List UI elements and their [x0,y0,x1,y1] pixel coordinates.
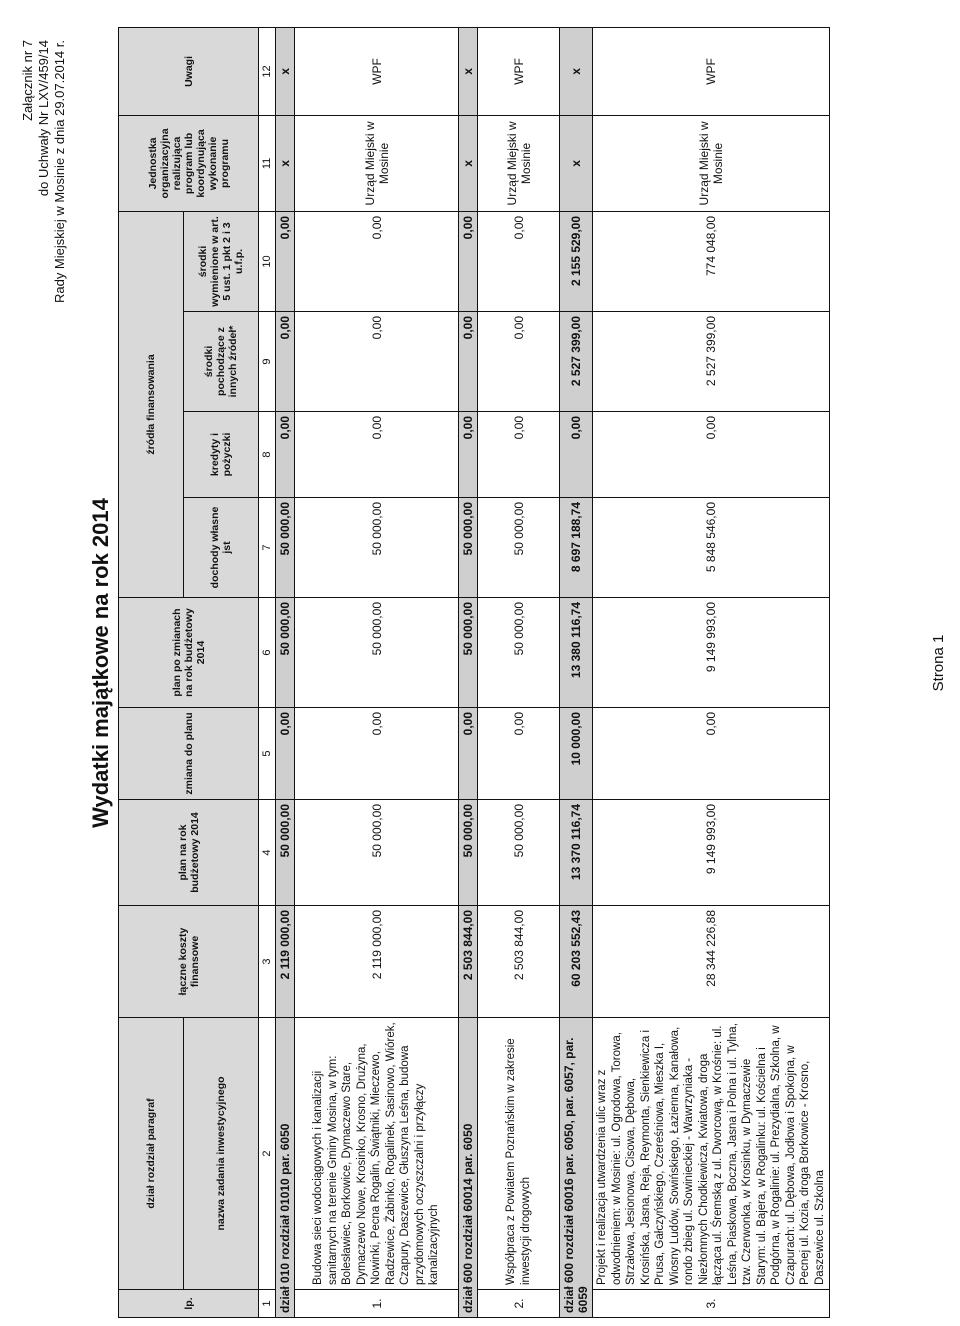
cell-uwagi: WPF [593,27,830,115]
cell-plan: 50 000,00 [459,800,478,906]
cell-jednostka: Urząd Miejski w Mosinie [593,115,830,211]
cell-laczne: 2 503 844,00 [459,906,478,1018]
col-jednostka: Jednostka organizacyjna realizująca program lub koordynująca wykonanie programu [119,115,259,211]
cell-kredyty: 0,00 [560,412,593,498]
cell-plan-po: 50 000,00 [295,598,459,708]
cell-zmiana: 0,00 [593,708,830,800]
cell-uwagi: WPF [295,27,459,115]
col-number: 7 [259,498,276,598]
cell-lp: 1. [295,1290,459,1318]
col-plan-po: plan po zmianach na rok budżetowy 2014 [119,598,259,708]
cell-srodki-art: 774 048,00 [593,211,830,311]
cell-laczne: 2 503 844,00 [478,906,560,1018]
col-number: 3 [259,906,276,1018]
cell-zmiana: 0,00 [459,708,478,800]
col-number: 8 [259,412,276,498]
cell-zmiana: 10 000,00 [560,708,593,800]
col-zrodla: źródła finansowania [119,211,184,597]
cell-uwagi: x [560,27,593,115]
section-row [276,27,295,1317]
col-number: 11 [259,115,276,211]
cell-jednostka: Urząd Miejski w Mosinie [478,115,560,211]
cell-srodki-inne: 0,00 [459,312,478,412]
header-line-3: Rady Miejskiej w Mosinie z dnia 29.07.2014 r. [52,40,67,304]
cell-srodki-art: 0,00 [295,211,459,311]
col-kredyty: kredyty i pożyczki [184,412,259,498]
col-number: 10 [259,211,276,311]
cell-plan-po: 50 000,00 [276,598,295,708]
col-number: 2 [259,1018,276,1290]
col-number: 1 [259,1290,276,1318]
col-lp: lp. [119,1290,259,1318]
cell-kredyty: 0,00 [478,412,560,498]
cell-laczne: 60 203 552,43 [560,906,593,1018]
cell-srodki-inne: 0,00 [276,312,295,412]
cell-description: Budowa sieci wodociągowych i kanalizacji sanitarnych na terenie Gminy Mosina, w tym: Bolesławiec, Borkowice, Dymaczewo Stare, Dymaczewo Nowe, Krosinko, Krosno, Drużyna, Nowinki, Pecna Rogalin, Świątniki, Mieczewo, Radzewice, Żabinko, Rogalinek, Sasinowo, Wiórek, Czapury, Daszewice, Głuszyna Leśna, budowa przydomowych oczyszczalni i przyłączy kanalizacyjnych [295,1018,459,1290]
cell-zmiana: 0,00 [295,708,459,800]
cell-uwagi: x [276,27,295,115]
document-title: Wydatki majątkowe na rok 2014 [88,498,113,828]
cell-laczne: 28 344 226,88 [593,906,830,1018]
section-label: dział 600 rozdział 60014 par. 6050 [459,1018,478,1318]
header-line-2: do Uchwały Nr LXV/459/14 [36,40,51,197]
section-row [560,27,593,1317]
column-number-row [259,27,276,1317]
cell-uwagi: x [459,27,478,115]
header-line-1: Załącznik nr 7 [20,40,35,121]
section-label: dział 010 rozdział 01010 par. 6050 [276,1018,295,1318]
col-number: 9 [259,312,276,412]
cell-kredyty: 0,00 [276,412,295,498]
col-srodki-inne: środki pochodzące z innych źródeł* [184,312,259,412]
cell-kredyty: 0,00 [459,412,478,498]
col-laczne: łączne koszty finansowe [119,906,259,1018]
cell-srodki-art: 2 155 529,00 [560,211,593,311]
col-zmiana: zmiana do planu [119,708,259,800]
cell-plan-po: 9 149 993,00 [593,598,830,708]
col-uwagi: Uwagi [119,27,259,115]
cell-plan: 13 370 116,74 [560,800,593,906]
cell-zmiana: 0,00 [276,708,295,800]
cell-plan: 50 000,00 [276,800,295,906]
cell-plan: 50 000,00 [478,800,560,906]
cell-srodki-inne: 2 527 399,00 [593,312,830,412]
cell-uwagi: WPF [478,27,560,115]
col-number: 4 [259,800,276,906]
col-dzial: dział rozdział paragraf [119,1018,184,1290]
cell-lp: 2. [478,1290,560,1318]
cell-plan: 9 149 993,00 [593,800,830,906]
item-row [593,27,830,1317]
cell-laczne: 2 119 000,00 [276,906,295,1018]
cell-laczne: 2 119 000,00 [295,906,459,1018]
cell-plan-po: 13 380 116,74 [560,598,593,708]
cell-kredyty: 0,00 [295,412,459,498]
cell-jednostka: x [560,115,593,211]
col-plan: plan na rok budżetowy 2014 [119,800,259,906]
cell-srodki-inne: 2 527 399,00 [560,312,593,412]
cell-jednostka: Urząd Miejski w Mosinie [295,115,459,211]
page-footer: Strona 1 [930,634,947,692]
col-number: 12 [259,27,276,115]
header-row-1 [119,27,184,1317]
section-row [459,27,478,1317]
attachment-header [20,40,68,303]
cell-dochody: 5 848 546,00 [593,498,830,598]
col-srodki-art: środki wymienione w art. 5 ust. 1 pkt 2 i 3 u.f.p. [184,211,259,311]
cell-kredyty: 0,00 [593,412,830,498]
cell-plan-po: 50 000,00 [459,598,478,708]
cell-srodki-art: 0,00 [276,211,295,311]
cell-dochody: 50 000,00 [295,498,459,598]
cell-jednostka: x [276,115,295,211]
cell-description: Współpraca z Powiatem Poznańskim w zakresie inwestycji drogowych [478,1018,560,1290]
cell-srodki-art: 0,00 [459,211,478,311]
col-number: 6 [259,598,276,708]
cell-dochody: 8 697 188,74 [560,498,593,598]
cell-zmiana: 0,00 [478,708,560,800]
col-nazwa: nazwa zadania inwestycyjnego [184,1018,259,1290]
cell-srodki-inne: 0,00 [478,312,560,412]
cell-srodki-art: 0,00 [478,211,560,311]
item-row [478,27,560,1317]
cell-plan: 50 000,00 [295,800,459,906]
cell-dochody: 50 000,00 [459,498,478,598]
cell-description: Projekt i realizacja utwardzenia ulic wraz z odwodnieniem: w Mosinie: ul. Ogrodowa, Torowa, Strzałowa, Jesionowa, Cisowa, Dębowa, Krosińska, Jasna, Reja, Reymonta, Sienkiewicza i Prusa, Gałczyńskiego, Czereśniowa, Mieszka I, Wiosny Ludów, Sowińskiego, Łazienna, Kanałowa, rondo zbieg ul. Sowinieckiej - Wawrzyniaka - Niezłomnych Chodkiewicza, Kwiatowa, droga łącząca ul. Śremską z ul. Dworcową, w Krośnie: ul. Leśna, Piaskowa, Boczna, Jasna i Polna i ul. Tylna, tzw. Czerwonka, w Krosinku, w Dymaczewie Starym: ul. Bajera, w Rogalinku: ul. Kościelna i Podgórna, w Rogalinie: ul. Prezydialna, Szkolna, w Czapurach: ul. Dębowa, Jodłowa i Spokojna, w Pecnej ul. Kozia, droga Borkowice - Krosno, Daszewice ul. Szkolna [593,1018,830,1290]
section-label: dział 600 rozdział 60016 par. 6050, par. 6057, par. 6059 [560,1018,593,1318]
cell-jednostka: x [459,115,478,211]
col-number: 5 [259,708,276,800]
cell-plan-po: 50 000,00 [478,598,560,708]
item-row [295,27,459,1317]
investment-expenditure-table [118,27,830,1318]
col-dochody: dochody własne jst [184,498,259,598]
cell-lp: 3. [593,1290,830,1318]
cell-dochody: 50 000,00 [276,498,295,598]
cell-dochody: 50 000,00 [478,498,560,598]
cell-srodki-inne: 0,00 [295,312,459,412]
